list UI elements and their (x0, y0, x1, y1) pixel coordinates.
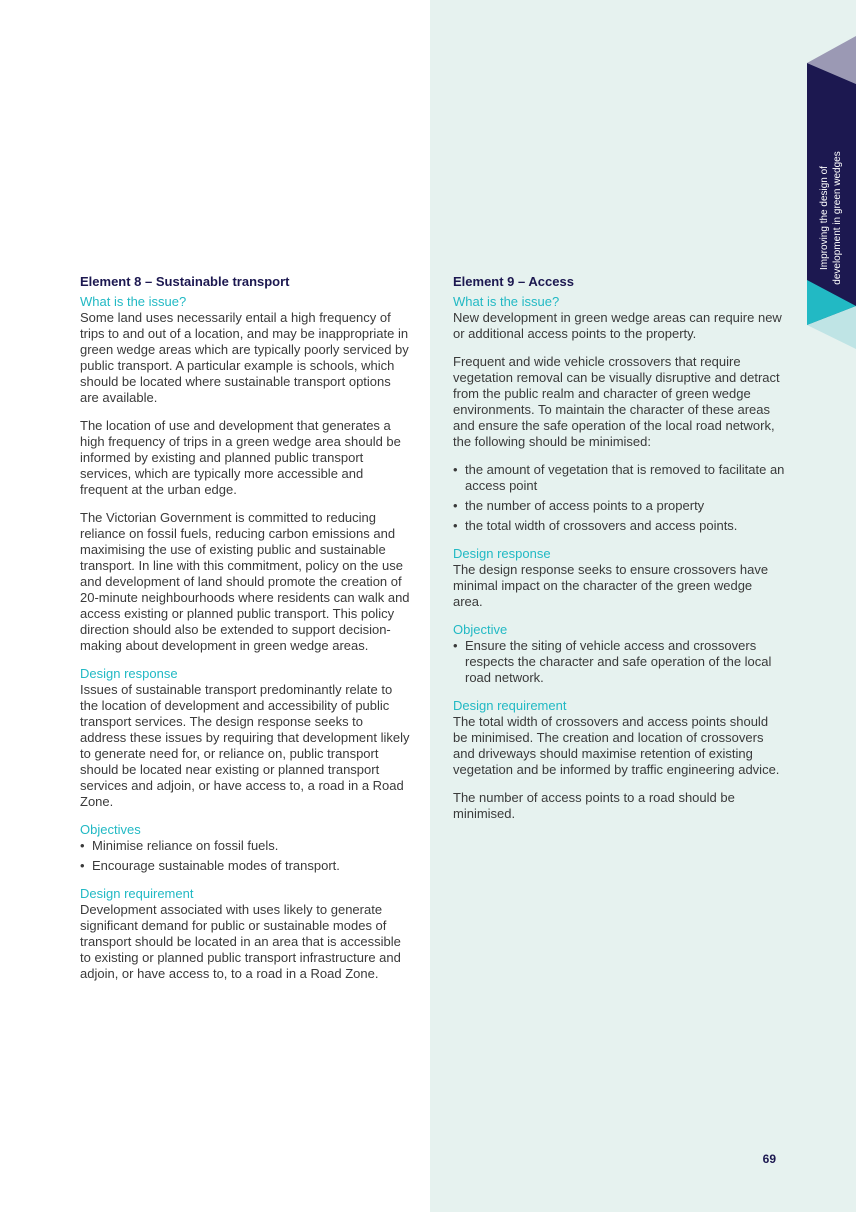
element-9-heading: Element 9 – Access (453, 274, 574, 289)
section-side-tab (807, 36, 856, 349)
list-item: • Ensure the siting of vehicle access and crossovers respects the character and safe operation of the local road network. (453, 638, 785, 686)
element-8-heading: Element 8 – Sustainable transport (80, 274, 290, 289)
element-9-issue-paragraph-1: New development in green wedge areas can require new or additional access points to the property. (453, 310, 782, 341)
element-9-design-response-paragraph: The design response seeks to ensure crossovers have minimal impact on the character of the green wedge area. (453, 562, 769, 609)
element-8-issue-paragraph-3: The Victorian Government is committed to reducing reliance on fossil fuels, reducing carbon emissions and maximising the use of existing public and sustainable transport. In line with this commitment, policy on the use and development of land should promote the creation of 20-minute neighbourhoods where residents can walk and access existing or planned public transport. This policy direction should also be extended to support decision-making about development in green wedge areas. (80, 510, 410, 653)
element-8-design-requirement-paragraph: Development associated with uses likely to generate significant demand for public or sustainable modes of transport should be located in an area that is accessible to existing or planned public transport infrastructure and adjoin, or have access to, to a road in a Road Zone. (80, 902, 401, 981)
element-9-issue-heading: What is the issue? (453, 294, 560, 309)
list-item: • the number of access points to a property (453, 498, 785, 514)
list-item: • the amount of vegetation that is removed to facilitate an access point (453, 462, 785, 494)
element-9-design-response-heading: Design response (453, 546, 551, 561)
list-item: • Encourage sustainable modes of transport. (80, 858, 412, 874)
element-8-design-response-heading: Design response (80, 666, 178, 681)
element-8-column (80, 274, 412, 994)
element-8-issue-heading: What is the issue? (80, 294, 187, 309)
element-9-objectives-list (453, 638, 785, 686)
element-9-minimised-list (453, 462, 785, 534)
page-number: 69 (762, 1152, 776, 1166)
element-8-design-requirement-heading: Design requirement (80, 886, 194, 901)
element-9-design-requirement-paragraph-2: The number of access points to a road should be minimised. (453, 790, 735, 821)
element-8-issue-paragraph-1: Some land uses necessarily entail a high frequency of trips to and out of a location, and may be inappropriate in green wedge areas which are typically poorly serviced by public transport. A particular example is schools, which should be located where sustainable transport options are available. (80, 310, 409, 405)
element-9-design-requirement-heading: Design requirement (453, 698, 567, 713)
element-9-design-requirement-paragraph-1: The total width of crossovers and access points should be minimised. The creation and location of crossovers and driveways should maximise retention of existing vegetation and be informed by traffic engineering advice. (453, 714, 780, 777)
side-tab-label (807, 120, 856, 316)
element-8-issue-paragraph-2: The location of use and development that generates a high frequency of trips in a green wedge area should be informed by existing and planned public transport services, which are typically more accessible and frequent at the urban edge. (80, 418, 401, 497)
element-9-objective-heading: Objective (453, 622, 508, 637)
list-item: • Minimise reliance on fossil fuels. (80, 838, 412, 854)
side-tab-label-line1: Improving the design of (819, 166, 830, 270)
element-9-column (453, 274, 785, 834)
side-tab-label-line2: development in green wedges (832, 151, 843, 285)
list-item: • the total width of crossovers and access points. (453, 518, 785, 534)
element-8-objectives-heading: Objectives (80, 822, 141, 837)
element-8-design-response-paragraph: Issues of sustainable transport predominantly relate to the location of development and accessibility of public transport services. The design response seeks to address these issues by requiring that development likely to generate need for, or reliance on, public transport should be located near existing or planned transport services and adjoin, or have access to, a road in a Road Zone. (80, 682, 410, 809)
element-9-issue-paragraph-2: Frequent and wide vehicle crossovers that require vegetation removal can be visually disruptive and detract from the public realm and character of green wedge environments. To maintain the character of these areas and ensure the safe operation of the local road network, the following should be minimised: (453, 354, 780, 449)
element-8-objectives-list (80, 838, 412, 874)
